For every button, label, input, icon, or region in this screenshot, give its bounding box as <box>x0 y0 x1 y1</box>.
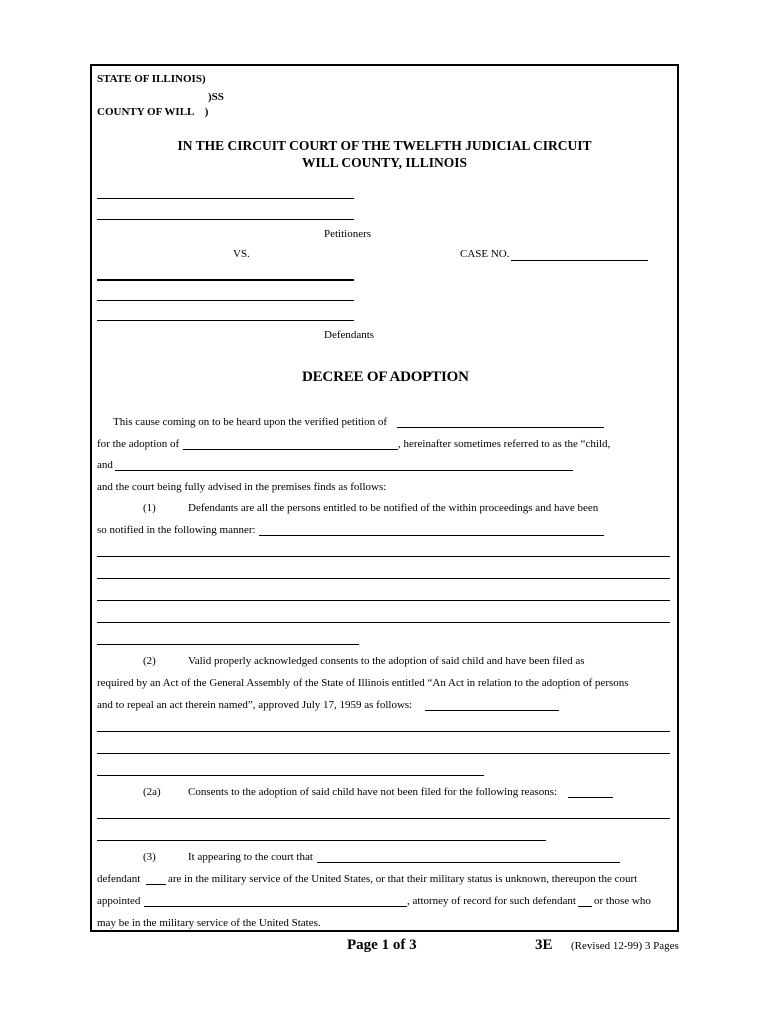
item-2a-text: Consents to the adoption of said child have not been filed for the following reasons: <box>188 786 558 798</box>
manner-line-3[interactable] <box>97 600 670 601</box>
petitioner-line-1[interactable] <box>97 198 354 199</box>
item-2-text: Valid properly acknowledged consents to the adoption of said child and have been filed as <box>188 655 585 667</box>
reasons-line-2[interactable] <box>97 840 546 841</box>
defendant-suffix-field[interactable] <box>578 906 592 907</box>
petitioner-line-2[interactable] <box>97 219 354 220</box>
those-who-text: or those who <box>594 895 651 907</box>
consents-line-2[interactable] <box>97 753 670 754</box>
intro-text: This cause coming on to be heard upon the verified petition of <box>113 416 388 428</box>
page-border <box>90 64 679 932</box>
defendant-count-field[interactable] <box>146 884 166 885</box>
defendants-label: Defendants <box>324 329 375 341</box>
court-heading-line2: WILL COUNTY, ILLINOIS <box>302 155 467 170</box>
manner-line-5[interactable] <box>97 644 359 645</box>
form-number: 3E <box>535 937 553 953</box>
consents-line-3[interactable] <box>97 775 484 776</box>
defendant-line-3[interactable] <box>97 320 354 321</box>
adoption-of-label: for the adoption of <box>97 438 180 450</box>
and-label: and <box>97 459 113 471</box>
manner-line-1[interactable] <box>97 556 670 557</box>
manner-field[interactable] <box>259 535 604 536</box>
defendant-line-2[interactable] <box>97 300 354 301</box>
manner-line-2[interactable] <box>97 578 670 579</box>
defendant-label: defendant <box>97 873 141 885</box>
court-heading-line1: IN THE CIRCUIT COURT OF THE TWELFTH JUDICIAL CIRCUIT <box>177 138 592 153</box>
document-title: DECREE OF ADOPTION <box>302 369 469 385</box>
item-2-act-text: required by an Act of the General Assembly of the State of Illinois entitled “An Act in relation to the adoption of persons <box>97 677 629 689</box>
reasons-line-1[interactable] <box>97 818 670 819</box>
child-reference-text: , hereinafter sometimes referred to as the “child, <box>398 438 611 450</box>
caption-ss: )SS <box>208 91 224 103</box>
item-3-number: (3) <box>143 851 156 863</box>
military-closing-text: may be in the military service of the United States. <box>97 917 321 929</box>
adoption-of-field[interactable] <box>183 449 398 450</box>
military-service-text: are in the military service of the United States, or that their military status is unknown, thereupon the court <box>168 873 638 885</box>
page-number: Page 1 of 3 <box>347 937 417 953</box>
appointed-field[interactable] <box>144 906 407 907</box>
manner-line-4[interactable] <box>97 622 670 623</box>
item-2-number: (2) <box>143 655 156 667</box>
reasons-field[interactable] <box>568 797 613 798</box>
appearing-field[interactable] <box>317 862 620 863</box>
consents-line-1[interactable] <box>97 731 670 732</box>
caption-state: STATE OF ILLINOIS) <box>97 73 206 85</box>
appointed-label: appointed <box>97 895 141 907</box>
item-1-number: (1) <box>143 502 156 514</box>
vs-label: VS. <box>233 248 250 260</box>
item-2a-number: (2a) <box>143 786 161 798</box>
petitioners-label: Petitioners <box>324 228 372 240</box>
case-no-field[interactable] <box>511 260 648 261</box>
case-no-label: CASE NO. <box>460 248 510 260</box>
and-field[interactable] <box>115 470 573 471</box>
revision-note: (Revised 12-99) 3 Pages <box>571 940 679 952</box>
findings-intro: and the court being fully advised in the premises finds as follows: <box>97 481 387 493</box>
consents-field[interactable] <box>425 710 559 711</box>
item-3-text: It appearing to the court that <box>188 851 313 863</box>
caption-county: COUNTY OF WILL ) <box>97 106 209 118</box>
item-2-approved-text: and to repeal an act therein named”, approved July 17, 1959 as follows: <box>97 699 413 711</box>
item-1-text: Defendants are all the persons entitled to be notified of the within proceedings and have been <box>188 502 599 514</box>
item-1-manner: so notified in the following manner: <box>97 524 256 536</box>
attorney-text: , attorney of record for such defendant <box>407 895 576 907</box>
petition-of-field[interactable] <box>397 427 604 428</box>
defendant-line-1[interactable] <box>97 279 354 281</box>
